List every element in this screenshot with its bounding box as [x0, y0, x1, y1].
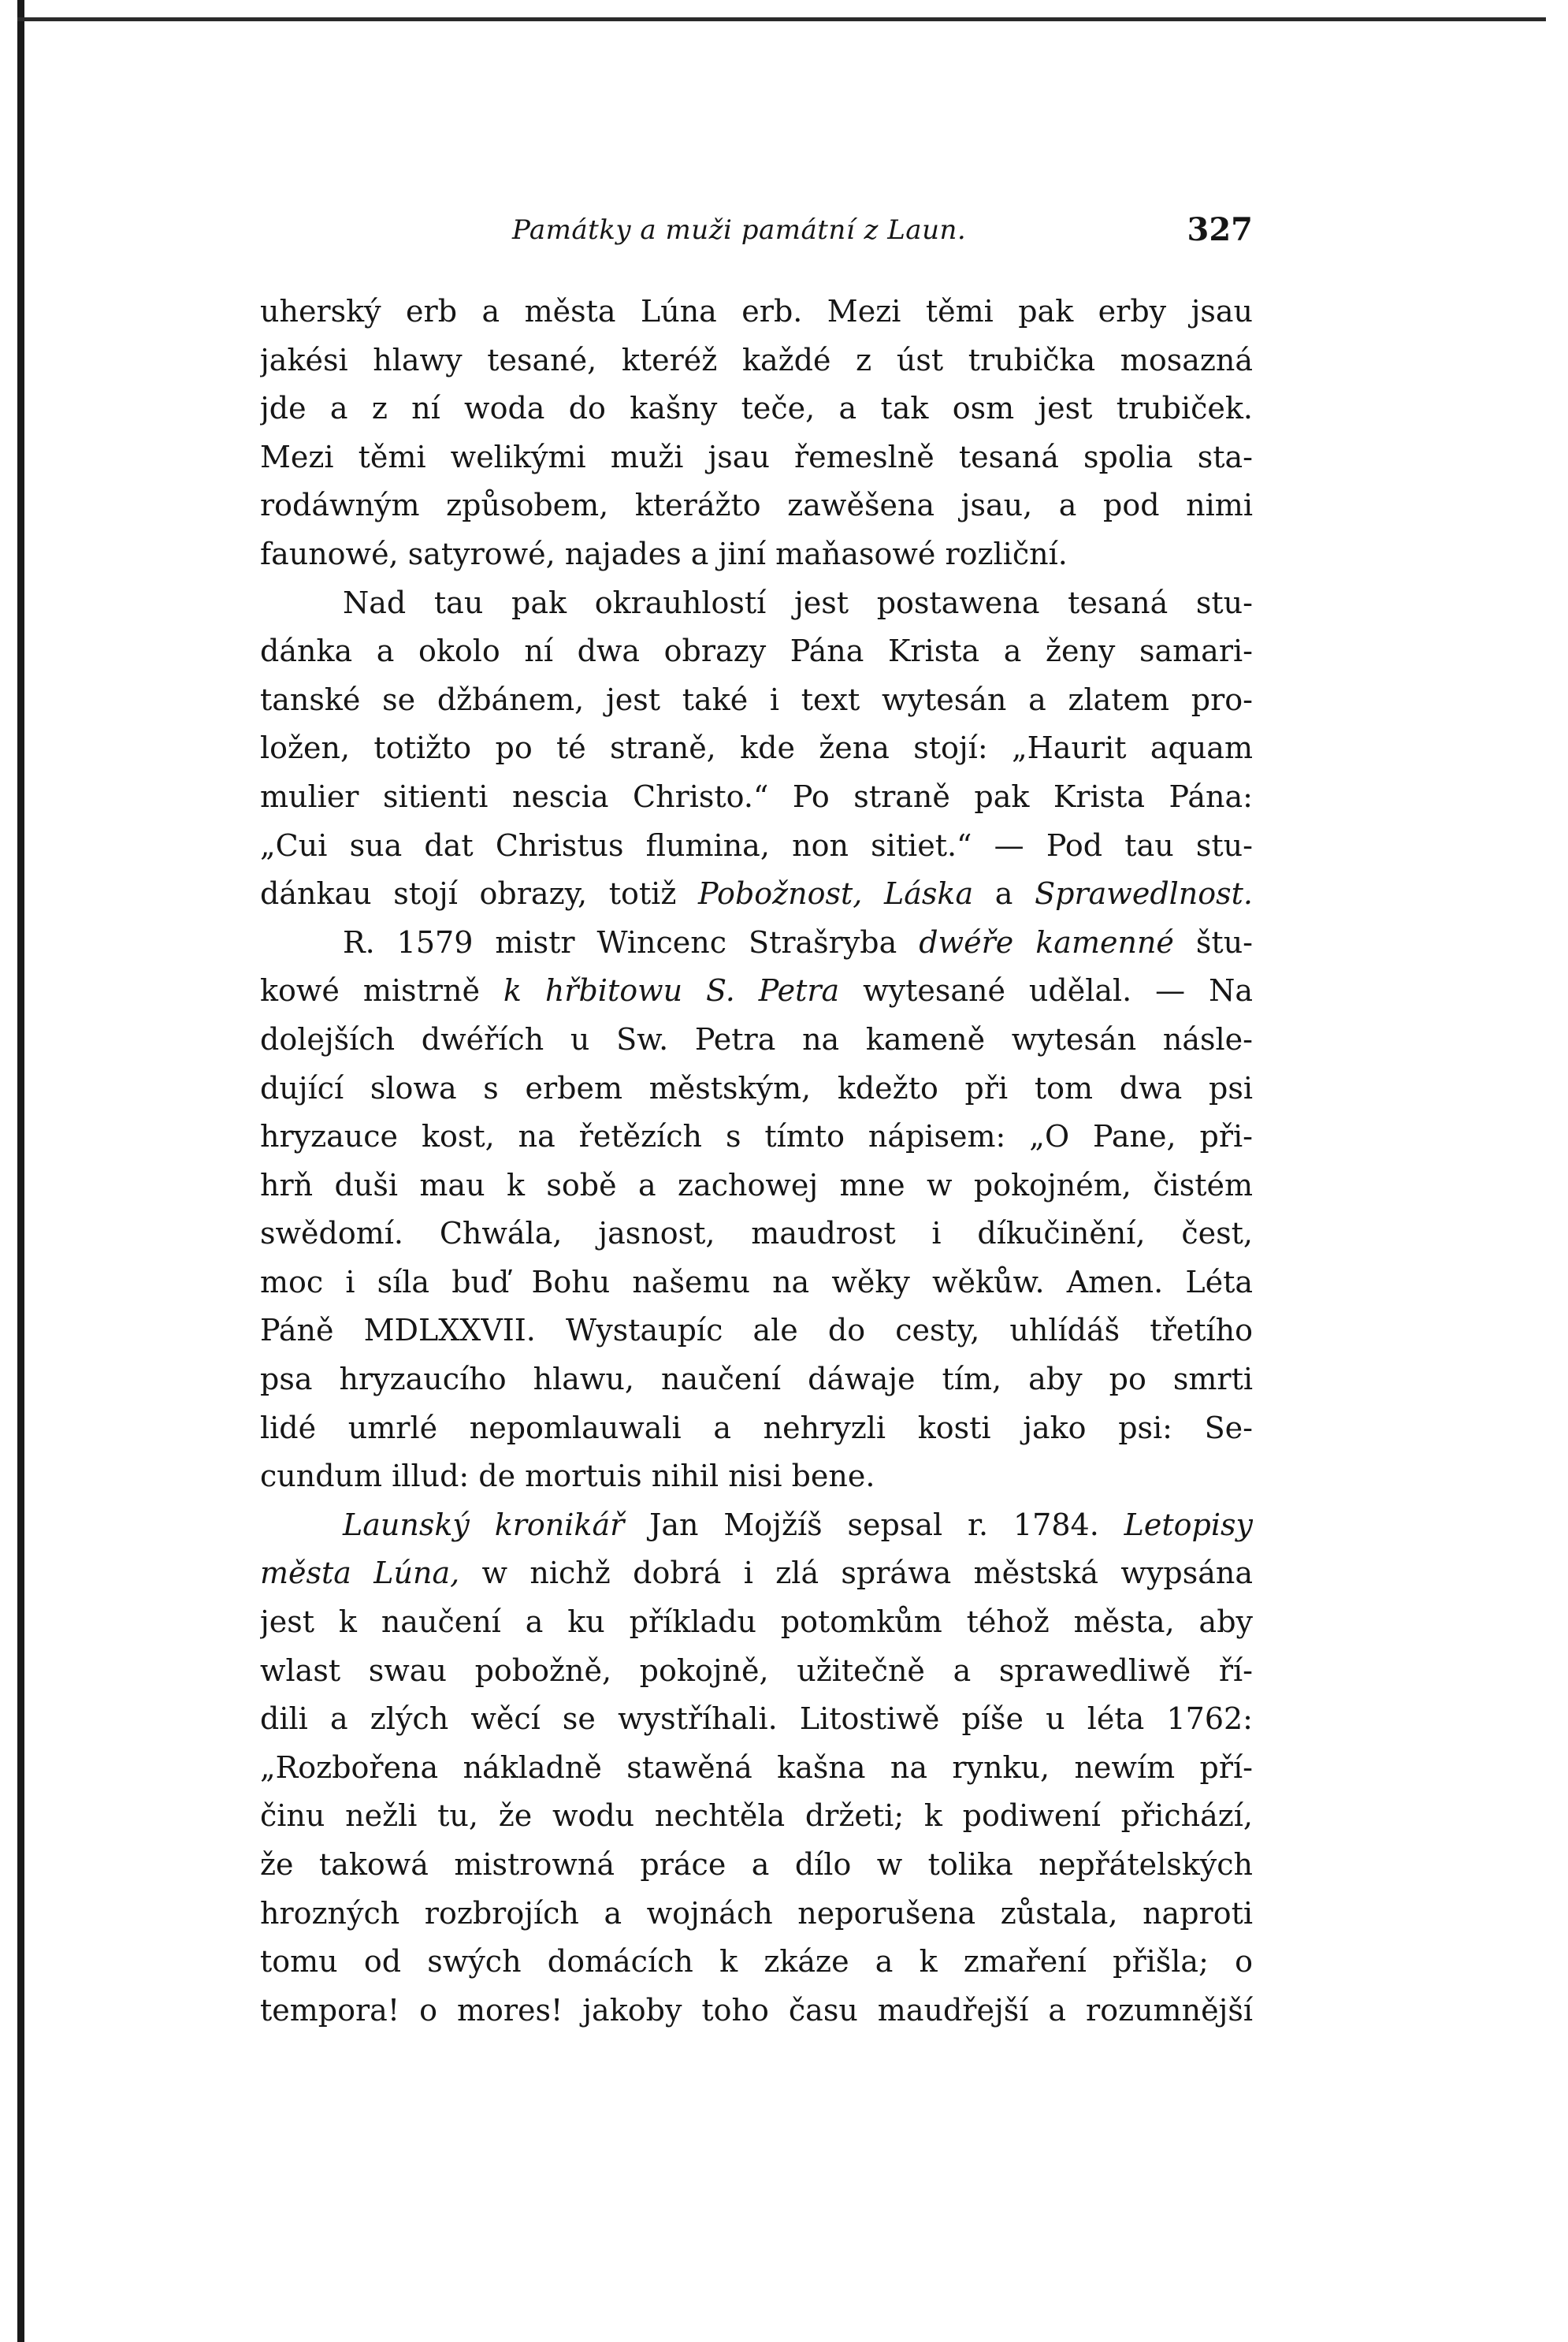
- text-line: hrozných rozbrojích a wojnách neporušena zůstala, naproti: [260, 1895, 1253, 1931]
- text-line: wlast swau pobožně, pokojně, užitečně a sprawedliwě ří-: [260, 1652, 1253, 1688]
- text-line: hryzauce kost, na řetězích s tímto nápisem: „O Pane, při-: [260, 1119, 1253, 1154]
- text-span: kowé mistrně: [260, 973, 503, 1009]
- text-line: swědomí. Chwála, jasnost, maudrost i díkučinění, čest,: [260, 1216, 1253, 1251]
- text-line: tomu od swých domácích k zkáze a k zmaření přišla; o: [260, 1944, 1253, 1980]
- text-span: w nichž dobrá i zlá spráwa městská wypsána: [459, 1556, 1253, 1591]
- text-line: jakési hlawy tesané, kteréž každé z úst trubička mosazná: [260, 342, 1253, 377]
- text-line: [260, 967, 1253, 1016]
- italic-span: Pobožnost, Láska: [698, 876, 974, 912]
- text-span: dánkau stojí obrazy, totiž: [260, 876, 699, 912]
- text-line: Mezi těmi welikými muži jsau řemeslně tesaná spolia sta-: [260, 439, 1253, 474]
- text-line: psa hryzaucího hlawu, naučení dáwaje tím, aby po smrti: [260, 1362, 1253, 1397]
- text-line: tempora! o mores! jakoby toho času maudřejší a rozumnější: [260, 1992, 1253, 2028]
- text-line: mulier sitienti nescia Christo.“ Po straně pak Krista Pána:: [260, 779, 1253, 814]
- page-top-edge: [17, 17, 1546, 21]
- italic-span: dwéře kamenné: [919, 924, 1174, 960]
- text-span: wytesané udělal. — Na: [839, 973, 1253, 1009]
- text-line: uherský erb a města Lúna erb. Mezi těmi pak erby jsau: [260, 294, 1253, 329]
- text-line: [260, 870, 1253, 919]
- text-line: lidé umrlé nepomlauwali a nehryzli kosti jako psi: Se-: [260, 1410, 1253, 1445]
- page-header: [260, 211, 1253, 262]
- text-line: Nad tau pak okrauhlostí jest postawena tesaná stu-: [343, 585, 1253, 620]
- text-line: „Rozbořena nákladně stawěná kašna na rynku, newím pří-: [260, 1749, 1253, 1785]
- text-line: [260, 919, 1253, 968]
- page-number: 327: [1187, 211, 1253, 248]
- text-span: R. 1579 mistr Wincenc Strašryba: [343, 924, 920, 960]
- text-line: dánka a okolo ní dwa obrazy Pána Krista a ženy samari-: [260, 634, 1253, 669]
- text-line: Páně MDLXXVII. Wystaupíc ale do cesty, uhlídáš třetího: [260, 1313, 1253, 1348]
- italic-span: Launský kronikář: [343, 1507, 625, 1542]
- text-line: jde a z ní woda do kašny teče, a tak osm jest trubiček.: [260, 391, 1253, 426]
- text-line: dili a zlých wěcí se wystříhali. Litostiwě píše u léta 1762:: [260, 1701, 1253, 1737]
- text-span: Jan Mojžíš sepsal r. 1784.: [624, 1507, 1124, 1542]
- text-span: štu-: [1173, 924, 1253, 960]
- text-line: faunowé, satyrowé, najades a jiní maňasowé rozliční.: [260, 536, 1068, 571]
- text-line: dolejších dwéřích u Sw. Petra na kameně wytesán násle-: [260, 1021, 1253, 1057]
- italic-span: k hřbitowu S. Petra: [503, 973, 840, 1009]
- text-line: tanské se džbánem, jest také i text wytesán a zlatem pro-: [260, 682, 1253, 717]
- text-line: činu nežli tu, že wodu nechtěla držeti; k podiwení přichází,: [260, 1798, 1253, 1834]
- text-line: cundum illud: de mortuis nihil nisi bene.: [260, 1459, 875, 1494]
- page-left-edge: [17, 0, 24, 2342]
- text-line: rodáwným způsobem, kterážto zawěšena jsau, a pod nimi: [260, 488, 1253, 523]
- italic-span: města Lúna,: [260, 1556, 460, 1591]
- text-line: že takowá mistrowná práce a dílo w tolika nepřátelských: [260, 1847, 1253, 1882]
- text-line: „Cui sua dat Christus flumina, non sitiet.“ — Pod tau stu-: [260, 827, 1253, 863]
- italic-span: Letopisy: [1124, 1507, 1253, 1542]
- body-text: [260, 288, 1253, 2035]
- text-line: [260, 1501, 1253, 1550]
- text-span: a: [973, 876, 1035, 912]
- italic-span: Sprawedlnost.: [1035, 876, 1253, 912]
- text-line: jest k naučení a ku příkladu potomkům téhož města, aby: [260, 1604, 1253, 1640]
- text-line: ložen, totižto po té straně, kde žena stojí: „Haurit aquam: [260, 730, 1253, 766]
- text-line: hrň duši mau k sobě a zachowej mne w pokojném, čistém: [260, 1167, 1253, 1203]
- text-line: [260, 1549, 1253, 1598]
- running-title: Památky a muži památní z Laun.: [512, 214, 967, 246]
- text-line: dující slowa s erbem městským, kdežto při tom dwa psi: [260, 1070, 1253, 1106]
- text-line: moc i síla buď Bohu našemu na wěky wěkůw. Amen. Léta: [260, 1264, 1253, 1299]
